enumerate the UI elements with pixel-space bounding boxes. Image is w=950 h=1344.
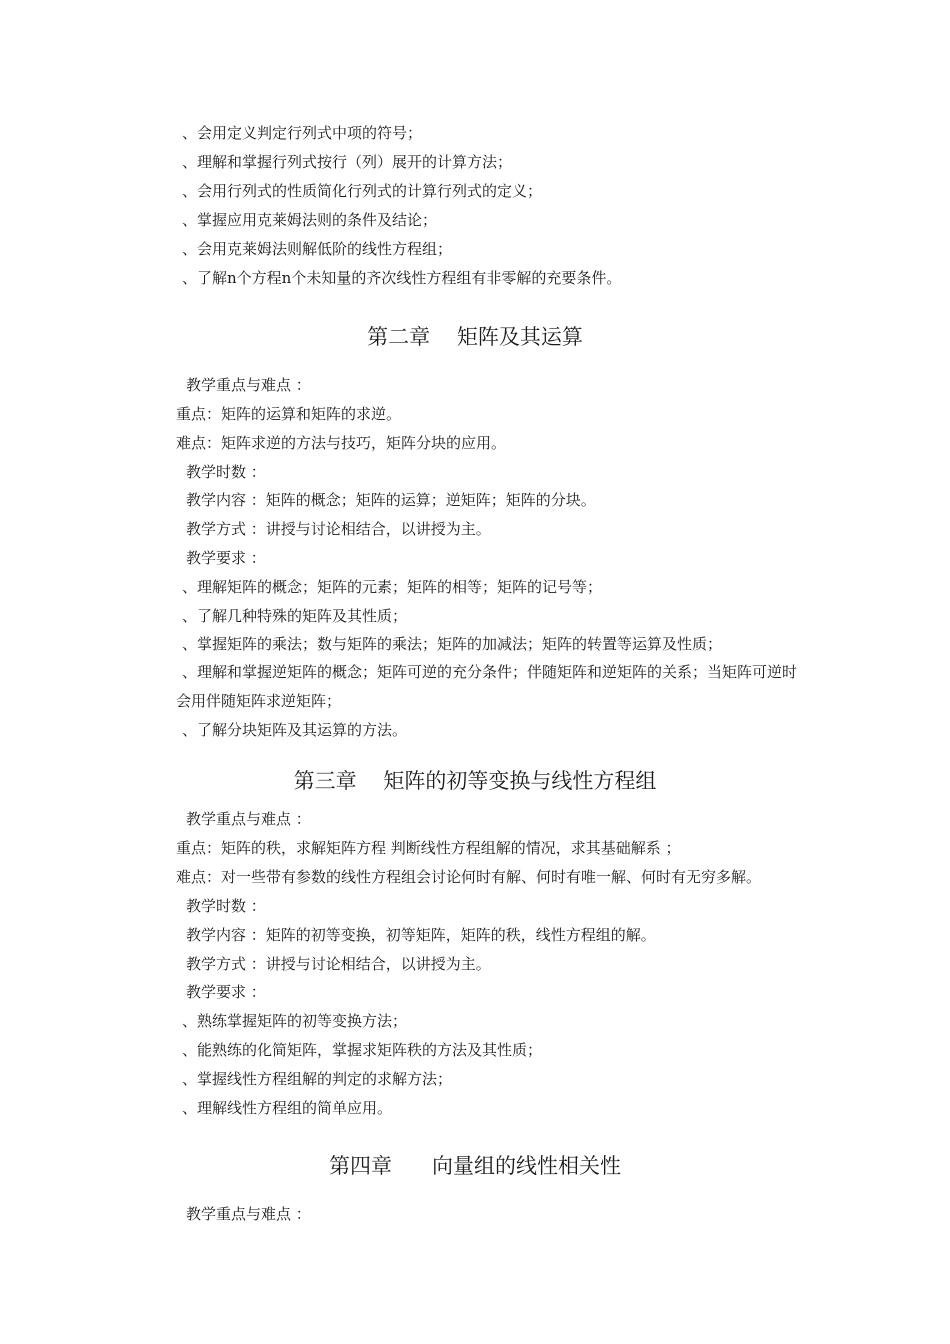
intro-bullet: 、会用克莱姆法则解低阶的线性方程组； [182, 240, 453, 258]
chapter-4-title: 第四章 向量组的线性相关性 [328, 1154, 622, 1178]
ch2-requirement: 、理解矩阵的概念；矩阵的元素；矩阵的相等；矩阵的记号等； [182, 578, 603, 596]
ch3-requirement: 、熟练掌握矩阵的初等变换方法； [182, 1012, 408, 1030]
ch2-difficulty: 难点：矩阵求逆的方法与技巧，矩阵分块的应用。 [176, 434, 507, 452]
ch2-content: 教学内容 ：矩阵的概念；矩阵的运算；逆矩阵；矩阵的分块。 [186, 491, 596, 509]
ch3-hours: 教学时数 ： [186, 897, 266, 915]
ch2-focus-label: 教学重点与难点 ： [186, 376, 311, 394]
ch3-requirement: 、掌握线性方程组解的判定的求解方法； [182, 1070, 453, 1088]
ch2-hours: 教学时数 ： [186, 463, 266, 481]
ch2-key-point: 重点：矩阵的运算和矩阵的求逆。 [176, 405, 402, 423]
chapter-2-title: 第二章 矩阵及其运算 [367, 325, 583, 349]
ch2-requirement: 、了解几种特殊的矩阵及其性质； [182, 607, 408, 625]
ch2-requirement: 、了解分块矩阵及其运算的方法。 [182, 721, 408, 739]
chapter-3-title: 第三章 矩阵的初等变换与线性方程组 [293, 769, 657, 793]
ch3-requirements-label: 教学要求 ： [186, 983, 266, 1001]
ch3-requirement: 、能熟练的化简矩阵，掌握求矩阵秩的方法及其性质； [182, 1041, 543, 1059]
ch3-difficulty: 难点：对一些带有参数的线性方程组会讨论何时有解、何时有唯一解、何时有无穷多解。 [176, 868, 762, 886]
ch3-requirement: 、理解线性方程组的简单应用。 [182, 1099, 393, 1117]
ch2-requirements-label: 教学要求 ： [186, 549, 266, 567]
ch3-focus-label: 教学重点与难点 ： [186, 810, 311, 828]
ch3-content: 教学内容 ：矩阵的初等变换，初等矩阵，矩阵的秩，线性方程组的解。 [186, 926, 656, 944]
ch2-method: 教学方式 ：讲授与讨论相结合，以讲授为主。 [186, 520, 491, 538]
intro-bullet: 、掌握应用克莱姆法则的条件及结论； [182, 211, 438, 229]
intro-bullet: 、了解n个方程n个未知量的齐次线性方程组有非零解的充要条件。 [182, 269, 622, 287]
ch2-requirement: 、理解和掌握逆矩阵的概念；矩阵可逆的充分条件；伴随矩阵和逆矩阵的关系；当矩阵可逆时 会用伴随矩阵求逆矩阵； [176, 663, 798, 710]
intro-bullet: 、会用行列式的性质简化行列式的计算行列式的定义； [182, 182, 543, 200]
ch2-requirement: 、掌握矩阵的乘法；数与矩阵的乘法；矩阵的加减法；矩阵的转置等运算及性质； [182, 635, 723, 653]
ch4-focus-label: 教学重点与难点 ： [186, 1205, 311, 1223]
ch3-method: 教学方式 ：讲授与讨论相结合，以讲授为主。 [186, 955, 491, 973]
intro-bullet: 、理解和掌握行列式按行（列）展开的计算方法； [182, 153, 513, 171]
ch3-key-point: 重点：矩阵的秩，求解矩阵方程 判断线性方程组解的情况，求其基础解系 ； [176, 839, 681, 857]
intro-bullet: 、会用定义判定行列式中项的符号； [182, 124, 423, 142]
